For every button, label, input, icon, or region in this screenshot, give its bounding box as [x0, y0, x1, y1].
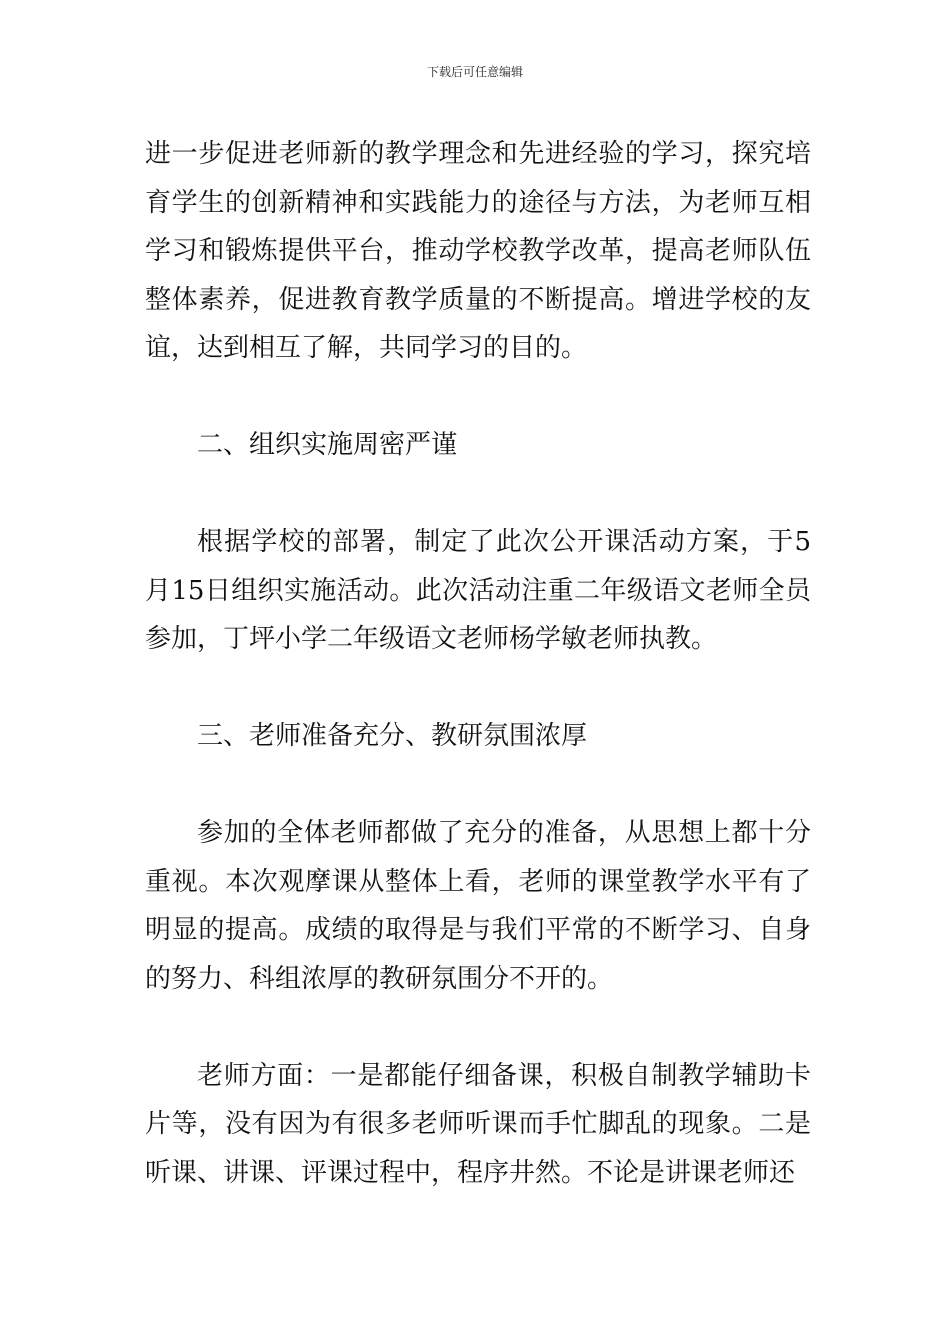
section-heading-3: 三、老师准备充分、教研氛围浓厚: [197, 721, 588, 751]
document-body: [145, 130, 811, 1197]
paragraph-plan: 根据学校的部署，制定了此次公开课活动方案，于5月15日组织实施活动。此次活动注重二年级语文老师全员参加，丁坪小学二年级语文老师杨学敏老师执教。: [145, 527, 811, 654]
paragraph-teachers: 老师方面：一是都能仔细备课，积极自制教学辅助卡片等，没有因为有很多老师听课而手忙脚乱的现象。二是听课、讲课、评课过程中，程序井然。不论是讲课老师还: [145, 1060, 811, 1188]
paragraph-preparation: 参加的全体老师都做了充分的准备，从思想上都十分重视。本次观摩课从整体上看，老师的课堂教学水平有了明显的提高。成绩的取得是与我们平常的不断学习、自身的努力、科组浓厚的教研氛围分不开的。: [145, 818, 811, 994]
paragraph-continuation: 进一步促进老师新的教学理念和先进经验的学习，探究培育学生的创新精神和实践能力的途径与方法，为老师互相学习和锻炼提供平台，推动学校教学改革，提高老师队伍整体素养，促进教育教学质量的不断提高。增进学校的友谊，达到相互了解，共同学习的目的。: [145, 139, 811, 363]
page-header: 下载后可任意编辑: [426, 65, 523, 79]
section-heading-2: 二、组织实施周密严谨: [197, 430, 458, 460]
